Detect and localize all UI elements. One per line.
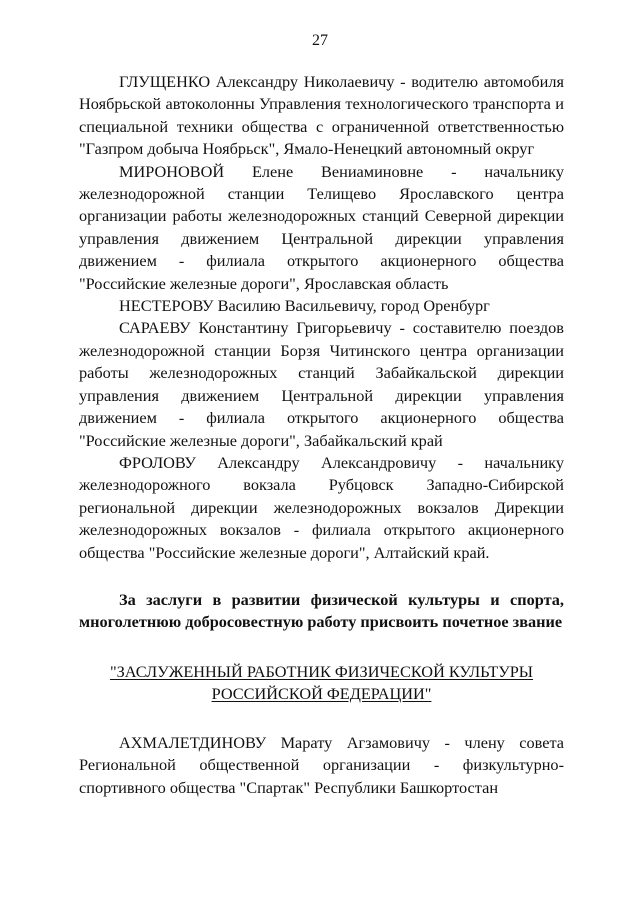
award-title [79, 661, 564, 705]
award-recipient-paragraph: ФРОЛОВУ Александру Александровичу - начальнику железнодорожного вокзала Рубцовск Западно-Сибирской региональной дирекции железнодорожных вокзалов Дирекции железнодорожных вокзалов - филиала открытого акционерного общества "Российские железные дороги", Алтайский край. [79, 452, 564, 562]
award-heading: За заслуги в развитии физической культуры и спорта, многолетнюю добросовестную работу присвоить почетное звание [79, 589, 564, 632]
award-title-line-1: "ЗАСЛУЖЕННЫЙ РАБОТНИК ФИЗИЧЕСКОЙ КУЛЬТУРЫ [109, 661, 534, 681]
award-recipient-paragraph: АХМАЛЕТДИНОВУ Марату Агзамовичу - члену совета Региональной общественной организации - физкультурно-спортивного общества "Спартак" Республики Башкортостан [79, 732, 564, 797]
award-recipient-paragraph: ГЛУЩЕНКО Александру Николаевичу - водителю автомобиля Ноябрьской автоколонны Управления технологического транспорта и специальной техники общества с ограниченной ответственностью "Газпром добыча Ноябрьск", Ямало-Ненецкий автономный округ [79, 72, 564, 159]
award-recipient-paragraph: НЕСТЕРОВУ Василию Васильевичу, город Оренбург [119, 296, 490, 316]
page-number: 27 [312, 32, 328, 49]
award-title-line-2: РОССИЙСКОЙ ФЕДЕРАЦИИ" [211, 683, 432, 703]
document-body [79, 71, 564, 799]
award-recipient-paragraph: МИРОНОВОЙ Елене Вениаминовне - начальнику железнодорожной станции Телищево Ярославского центра организации работы железнодорожных станций Северной дирекции управления движением Центральной дирекции управления движением - филиала открытого акционерного общества "Российские железные дороги", Ярославская область [79, 161, 564, 293]
award-recipient-paragraph: САРАЕВУ Константину Григорьевичу - составителю поездов железнодорожной станции Борзя Читинского центра организации работы железнодорожных станций Забайкальской дирекции управления движением Центральной дирекции управления движением - филиала открытого акционерного общества "Российские железные дороги", Забайкальский край [79, 318, 564, 450]
